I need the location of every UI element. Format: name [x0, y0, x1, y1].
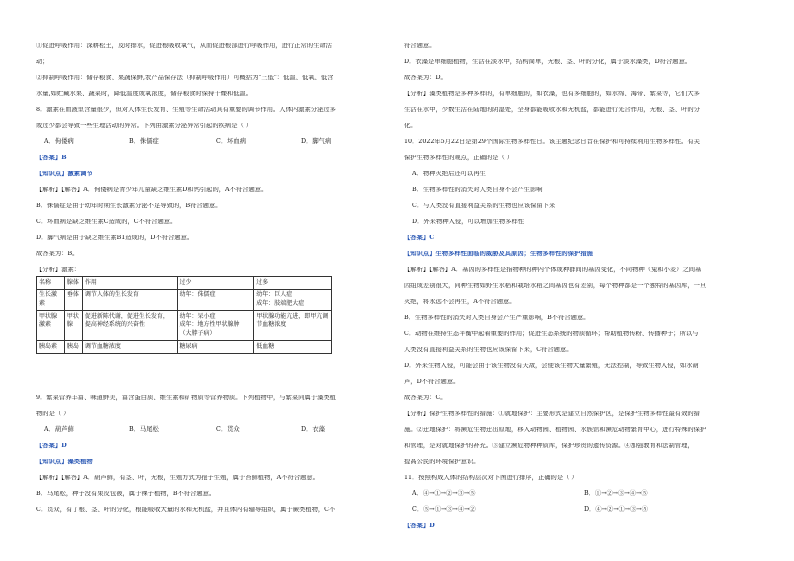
q8-option-c: C．坏血病: [216, 138, 247, 145]
analysis-line: C．贯众，有了根、茎、叶的分化，根能吸收大量的水和无机盐，并且体内有输导组织，属于蕨类植物，C不: [36, 507, 336, 513]
analysis-line: 因组成差别很大，同种生物如野生水稻和栽培水稻之间基因也有差别，每个物种都是一个独特的基因库，一旦: [404, 283, 707, 289]
table-header-row: [37, 277, 332, 290]
table-cell: 甲状腺功能亢进，即甲亢调节血糖浓度: [254, 311, 332, 341]
q8-option-d: D．脚气病: [301, 138, 332, 145]
answer-tag: 【答案】B: [36, 155, 67, 161]
analysis-line: 生活在水中，少数生活在陆地的阴湿处，全身都能吸收水和无机盐，都能进行光合作用，无根、茎、叶的分: [404, 107, 700, 113]
analysis-line: D．脚气病是由于缺乏维生素B1造成的，D不符合题意。: [36, 235, 194, 241]
analysis-line: B．马尾松，种子没有果皮包被，属于裸子植物，B不符合题意。: [36, 491, 216, 497]
table-row: [37, 341, 332, 354]
table-cell: 垂体: [64, 289, 82, 310]
table-cell: 幼年：呆小症 成年：地方性甲状腺肿（大脖子病）: [177, 311, 254, 341]
table-cell: 生长激素: [37, 289, 65, 310]
table-cell: 幼年：侏儒症: [177, 289, 254, 310]
question-10-stem: 保护生物多样性的观点，正确的是（ ）: [404, 155, 514, 161]
q11-option-b: B．①→②→③→④→⑤: [584, 490, 648, 497]
q10-option-a: A．物种灭绝后还可以再生: [412, 171, 486, 177]
answer-tag: 【答案】C: [404, 235, 435, 241]
table-cell: 糖尿病: [177, 341, 254, 354]
table-row: [37, 289, 332, 310]
table-cell: 促进新陈代谢，促进生长发育，提高神经系统的兴奋性: [82, 311, 177, 341]
table-cell: 调节人体的生长发育: [82, 289, 177, 310]
analysis-line: 灭绝，将永远不会再生，A不符合题意。: [404, 299, 516, 305]
knowledge-tag: 【知识点】生物多样性面临的威胁及其原因；生物多样性的保护措施: [404, 251, 593, 257]
table-cell: 低血糖: [254, 341, 332, 354]
answer-tag: 【答案】D: [404, 523, 435, 529]
hormone-table: [36, 276, 332, 354]
table-header-cell: 腺体: [64, 277, 82, 290]
table-cell: 胰岛素: [37, 341, 65, 354]
q9-option-a: A．葫芦藓: [44, 426, 74, 433]
analysis-line: C．动物在维持生态平衡中起着重要的作用；促进生态系统的物质循环；帮助植物传粉、传播种子；所以与: [404, 331, 699, 337]
analysis-line: C．坏血病是缺乏维生素C造成的，C不符合题意。: [36, 219, 177, 225]
q8-option-a: A．佝偻病: [44, 138, 74, 145]
analysis-line: 【分析】保护生物多样性的措施：①就地保护：主要形式是建立自然保护区，是保护生物多样性最有效的措: [404, 411, 700, 417]
q9-option-c: C．贯众: [216, 426, 240, 433]
analysis-line: 化。: [404, 123, 417, 129]
question-9-stem: 物的是（ ）: [36, 411, 70, 417]
q10-option-c: C．与人类没有直接利益关系的生物也应该保留下来: [412, 203, 556, 209]
analysis-line: 和管理，是对就地保护的补充。③建立濒危物种种质库，保护珍贵的遗传资源。④加强教育和法制管理，: [404, 443, 694, 449]
analysis-line: B．侏儒症是由于幼年时期生长激素分泌不足导致的，B符合题意。: [36, 203, 222, 209]
knowledge-tag: 【知识点】藻类植物: [36, 459, 93, 465]
analysis-line: 芦，D不符合题意。: [404, 379, 460, 385]
text-line: D．衣藻是单细胞植物，生活在淡水中，结构简单，无根、茎、叶的分化，属于淡水藻类，D符合题意。: [404, 59, 692, 65]
text-line: 符合题意。: [404, 43, 436, 49]
question-9-stem: 9．紫菜营养丰富、味道鲜美，富含蛋白质、维生素和矿物质等营养物质。下列植物中，与紫菜同属于藻类植: [36, 395, 336, 401]
answer-line: 故答案为：B。: [36, 251, 79, 257]
table-cell: 甲状腺激素: [37, 311, 65, 341]
analysis-line: B．生物多样性的消失对人类自身会产生严重影响，B不符合题意。: [404, 315, 590, 321]
question-11-stem: 11．按照构成人体的结构层次对下图进行排序，正确的是（ ）: [404, 475, 578, 481]
q9-option-d: D．衣藻: [301, 426, 325, 433]
question-8-stem: 或过少都会导致一些生理活动的异常。下列由激素分泌异常引起的疾病是（ ）: [36, 123, 253, 129]
table-cell: 幼年：巨人症 成年：肢端肥大症: [254, 289, 332, 310]
q9-option-b: B．马尾松: [129, 426, 159, 433]
table-cell: 甲状腺: [64, 311, 82, 341]
text-line: ①促进呼吸作用：深耕松土，及时排水，促进根吸收氧气，从而促进根部进行呼吸作用，进行正常的生命活: [36, 43, 332, 49]
answer-line: 故答案为：D。: [404, 75, 447, 81]
analysis-line: D．外来生物入侵，可能会由于该生物没有天敌，会使该生物大量繁殖，无法控制，导致生物入侵，如水葫: [404, 363, 699, 369]
text-line: 动；: [36, 59, 49, 65]
q11-option-c: C．⑤→①→③→④→②: [412, 506, 476, 513]
analysis-line: 【解析】【解答】A．佝偻病是青少年儿童缺乏维生素D和钙引起的，A不符合题意。: [36, 187, 268, 193]
table-row: [37, 311, 332, 341]
q11-option-a: A．④→①→②→③→⑤: [412, 490, 476, 497]
table-header-cell: 名称: [37, 277, 65, 290]
question-10-stem: 10．2022年5月22日是第29个国际生物多样性日。该主题纪念日旨在保护和可持续利用生物多样性。有关: [404, 139, 700, 145]
q10-option-d: D．外来物种入侵，可以增加生物多样性: [412, 219, 525, 225]
question-8-stem: 8．激素在血液里含量很少，但对人体生长发育、生殖等生命活动具有重要的调节作用。人体内激素分泌过多: [36, 107, 336, 113]
analysis-tag: 【分析】激素：: [36, 267, 81, 273]
analysis-line: 【解析】【解答】A．基因的多样性是指物种的种内个体或种群间的基因变化，不同物种（兔和小麦）之间基: [404, 267, 702, 273]
q10-option-b: B．生物多样性的消失对人类自身不会产生影响: [412, 187, 543, 193]
table-header-cell: 过少: [177, 277, 254, 290]
analysis-line: 【分析】藻类植物是多种多样的，有单细胞的，如衣藻，也有多细胞的，如水绵、海带、紫菜等，它们大多: [404, 91, 700, 97]
analysis-line: 提高公民的环境保护意识。: [404, 459, 480, 465]
text-line: 水量,如贮藏水果、蔬菜时，降低温度或氧浓度，储存粮食时保持干燥和低温。: [36, 91, 253, 97]
table-cell: 胰岛: [64, 341, 82, 354]
answer-line: 故答案为：C。: [404, 395, 447, 401]
answer-tag: 【答案】D: [36, 443, 67, 449]
analysis-line: 人类没有直接利益关系的生物也应该保留下来，C符合题意。: [404, 347, 573, 353]
table-header-cell: 过多: [254, 277, 332, 290]
analysis-line: 【解析】【解答】A．葫芦藓，有茎、叶，无根，生殖方式为孢子生殖，属于苔藓植物，A不符合题意。: [36, 475, 320, 481]
table-header-cell: 作用: [82, 277, 177, 290]
knowledge-tag: 【知识点】激素调节: [36, 171, 93, 177]
text-line: ②抑制呼吸作用：储存粮食、果蔬保鲜,农产品保存法（抑制呼吸作用）可概括为"三低"：低温、低氧、低含: [36, 75, 334, 81]
table-cell: 调节血糖浓度: [82, 341, 177, 354]
analysis-line: 施。②迁地保护：将濒危生物迁出原地，移入动物园、植物园、水族馆和濒危动物繁育中心，进行特殊的保护: [404, 427, 707, 433]
q11-option-d: D．④→②→①→③→⑤: [584, 506, 648, 513]
q8-option-b: B．侏儒症: [129, 138, 159, 145]
